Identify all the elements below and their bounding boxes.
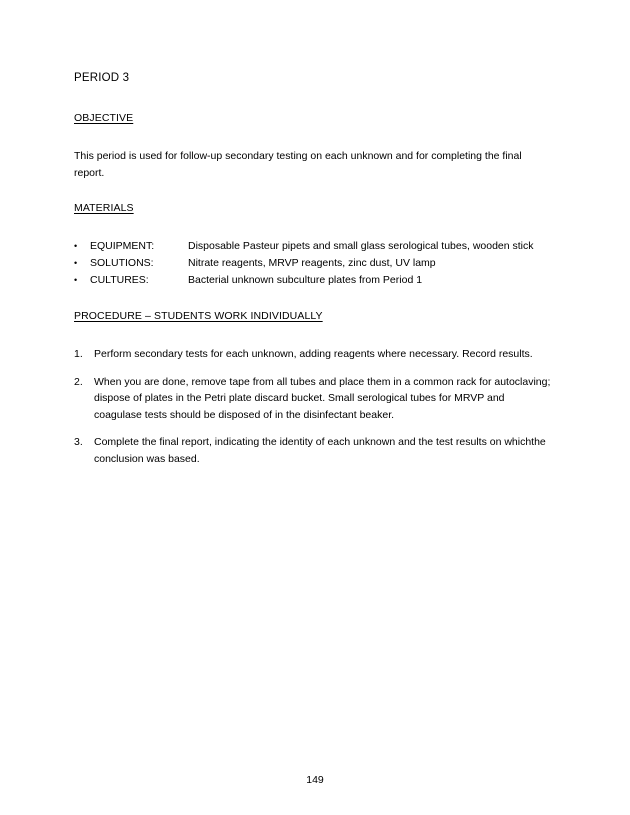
step-text: When you are done, remove tape from all tubes and place them in a common rack for autoclaving; dispose of plates in the Petri plate discard bucket. Small serological tubes for MRVP and coagulase tests should be disposed of in the disinfectant beaker. (94, 375, 551, 421)
bullet-icon: • (74, 275, 78, 285)
step-number: 1. (74, 348, 83, 360)
step-number: 2. (74, 375, 83, 388)
page-number: 149 (306, 774, 324, 786)
material-label: EQUIPMENT: (90, 240, 155, 252)
list-item (74, 255, 554, 272)
list-item (74, 434, 554, 467)
objective-heading-wrap (74, 108, 554, 137)
materials-heading: MATERIALS (74, 202, 134, 214)
list-item (74, 374, 554, 424)
procedure-heading: PROCEDURE – STUDENTS WORK INDIVIDUALLY (74, 310, 323, 322)
material-label: SOLUTIONS: (90, 257, 154, 269)
procedure-list (74, 346, 554, 467)
objective-heading: OBJECTIVE (74, 112, 134, 124)
objective-body: This period is used for follow-up secondary testing on each unknown and for completing the final report. (74, 150, 522, 179)
bullet-icon: • (74, 241, 78, 251)
list-item (74, 272, 554, 289)
page-title: PERIOD 3 (74, 72, 130, 84)
document-body (74, 70, 554, 478)
material-value: Disposable Pasteur pipets and small glass serological tubes, wooden stick (188, 240, 534, 252)
step-number: 3. (74, 436, 83, 448)
materials-list (74, 238, 554, 289)
procedure-heading-wrap (74, 306, 554, 335)
material-value: Bacterial unknown subculture plates from Period 1 (188, 274, 423, 286)
bullet-icon: • (74, 258, 78, 268)
step-text: Perform secondary tests for each unknown, adding reagents where necessary. Record results. (94, 348, 533, 360)
material-label: CULTURES: (90, 274, 149, 286)
materials-heading-wrap (74, 198, 554, 227)
step-text: Complete the final report, indicating the identity of each unknown and the test results on whichthe conclusion was based. (94, 436, 546, 465)
list-item (74, 238, 554, 255)
list-item (74, 346, 554, 363)
material-value: Nitrate reagents, MRVP reagents, zinc dust, UV lamp (188, 257, 436, 269)
